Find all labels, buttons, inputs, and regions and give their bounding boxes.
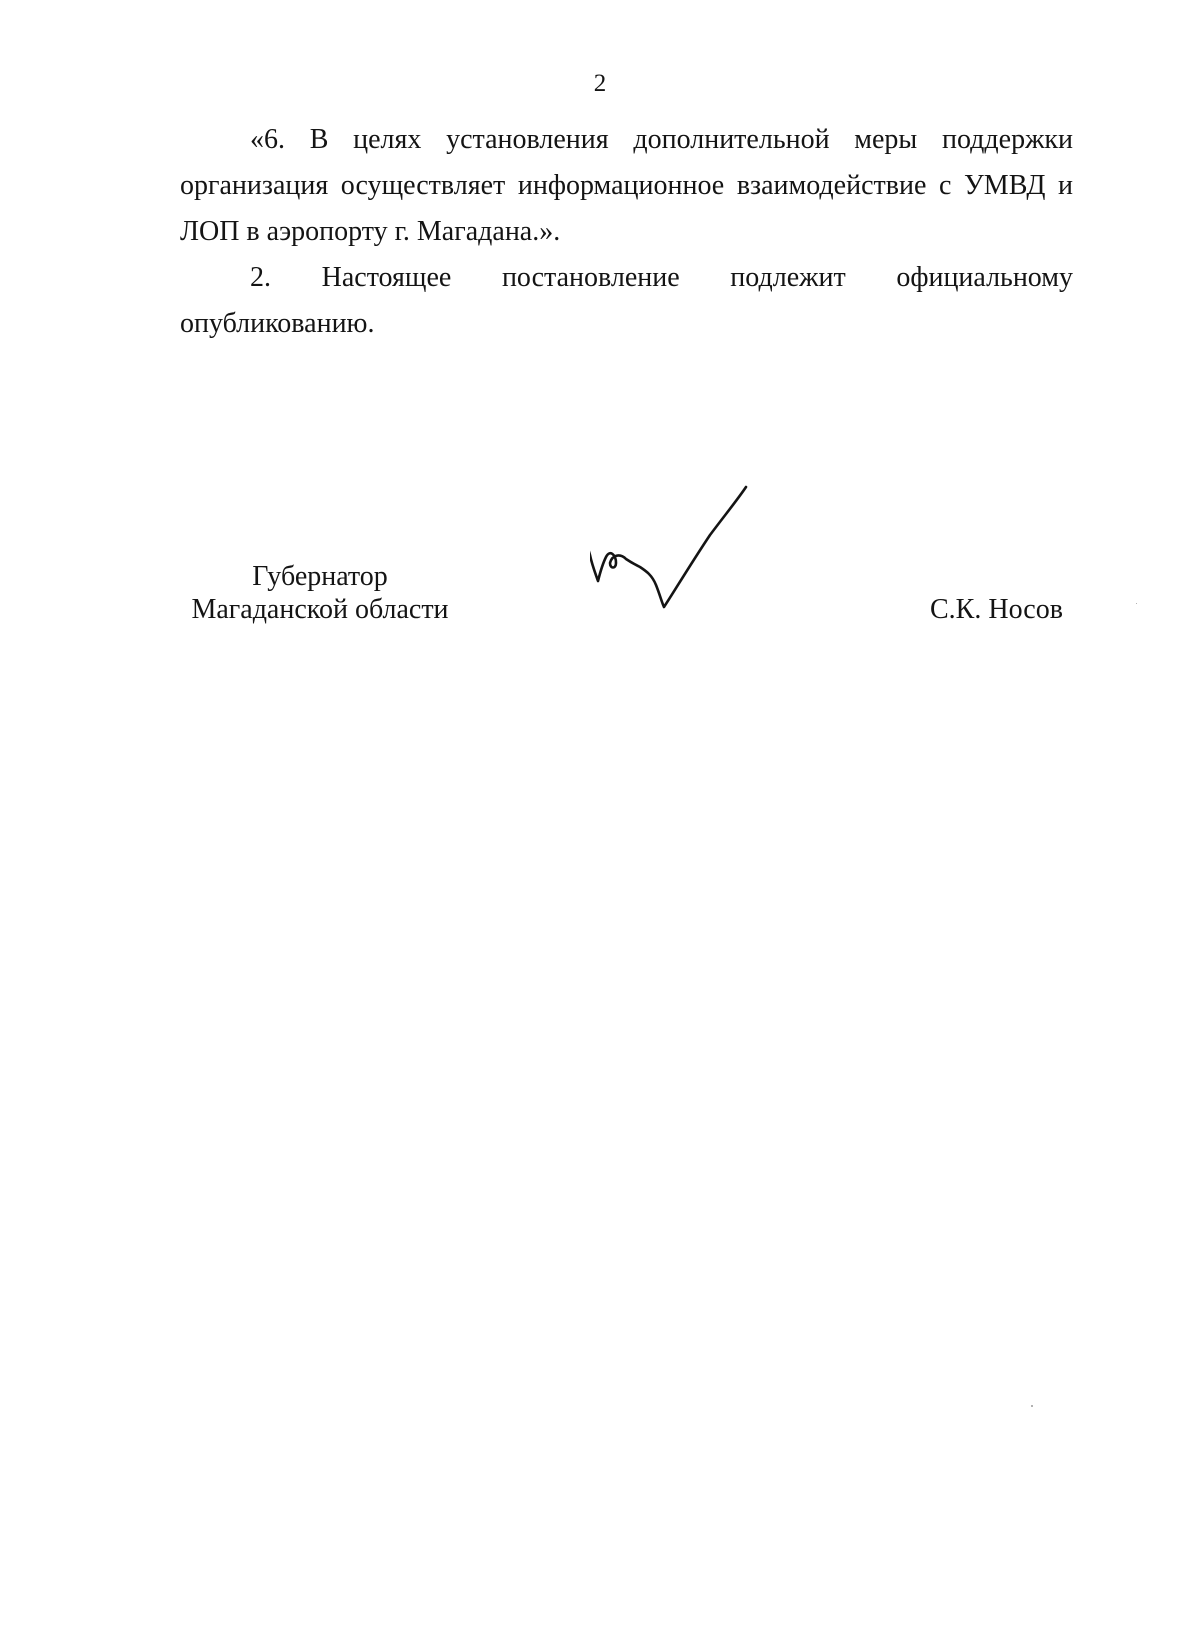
- signatory-name: С.К. Носов: [930, 594, 1063, 625]
- scan-speck: [1136, 603, 1137, 604]
- page-number: 2: [593, 70, 607, 97]
- body-text: [180, 117, 1073, 347]
- paragraph-item-6: «6. В целях установления дополнительной меры поддержки организация осуществляет информационное взаимодействие с УМВД и ЛОП в аэропорту г. Магадана.».: [180, 124, 1073, 247]
- signatory-position-line1: Губернатор: [252, 561, 388, 592]
- paragraph-item-2: 2. Настоящее постановление подлежит официальному опубликованию.: [180, 262, 1073, 339]
- handwritten-signature: [590, 425, 810, 645]
- scan-speck: [1031, 1405, 1033, 1407]
- signatory-position-line2: Магаданской области: [191, 594, 449, 625]
- signatory-position: [170, 560, 470, 626]
